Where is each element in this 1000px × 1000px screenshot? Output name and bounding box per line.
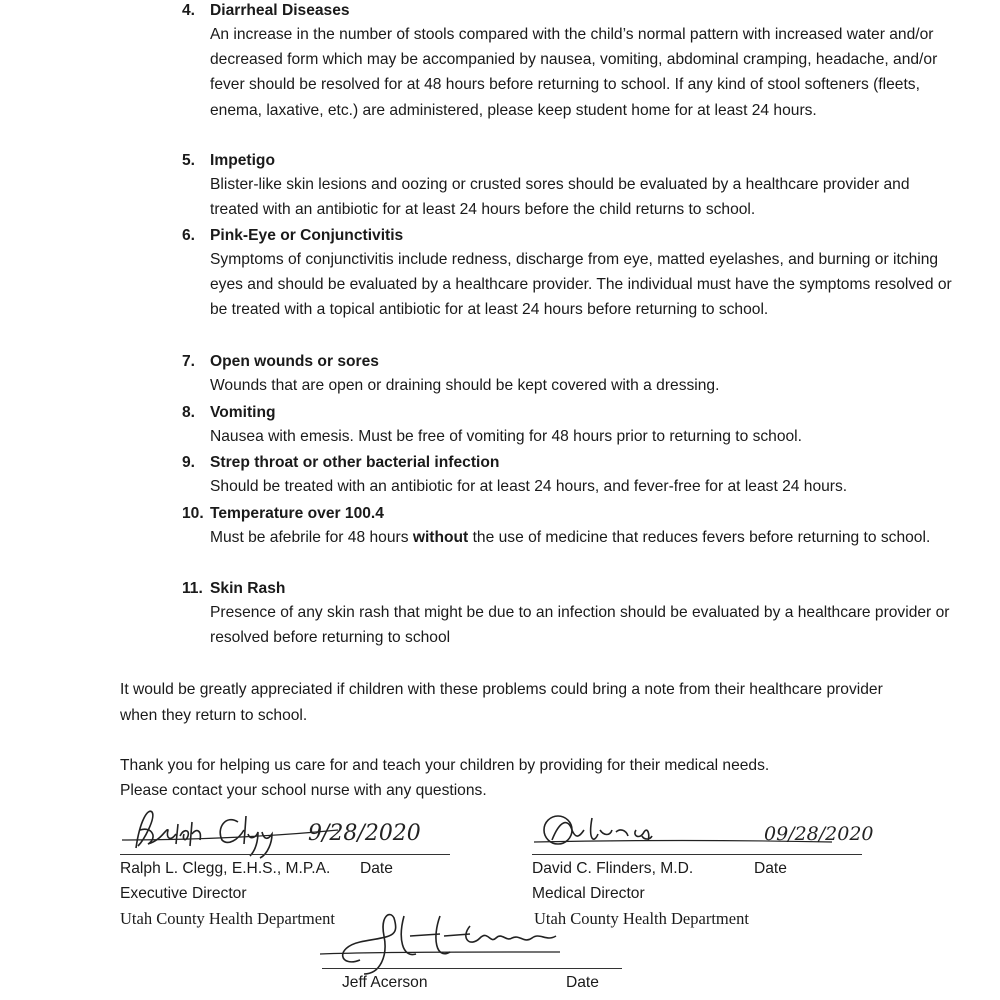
list-item-pink-eye bbox=[182, 225, 962, 323]
item-heading bbox=[182, 402, 962, 424]
item-description: Symptoms of conjunctivitis include redness, discharge from eye, matted eyelashes, and burning or itching eyes and should be evaluated by a healthcare provider. The individual must have the symptoms resolved or be treated with a topical antibiotic for at least 24 hours before returning to school. bbox=[210, 251, 952, 319]
item-heading bbox=[182, 225, 962, 247]
item-description: Wounds that are open or draining should be kept covered with a dressing. bbox=[210, 377, 720, 394]
item-title: Vomiting bbox=[210, 404, 276, 421]
item-description-end: the use of medicine that reduces fevers before returning to school. bbox=[468, 529, 931, 546]
item-description: Blister-like skin lesions and oozing or crusted sores should be evaluated by a healthcare provider and treated with an antibiotic for at least 24 hours before the child returns to school. bbox=[210, 176, 910, 219]
bottom-signature-line bbox=[322, 968, 622, 969]
item-title: Temperature over 100.4 bbox=[210, 505, 384, 522]
right-date-label: Date bbox=[754, 860, 787, 877]
item-description: Nausea with emesis. Must be free of vomiting for 48 hours prior to returning to school. bbox=[210, 428, 802, 445]
list-item-temperature bbox=[182, 503, 962, 550]
list-item-skin-rash bbox=[182, 578, 962, 650]
item-heading bbox=[182, 503, 962, 525]
right-signer-org: Utah County Health Department bbox=[534, 909, 749, 928]
right-signature-date-handwriting: 09/28/2020 bbox=[764, 823, 874, 845]
item-description: An increase in the number of stools compared with the child’s normal pattern with increased water and/or decreased form which may be accompanied by nausea, vomiting, abdominal cramping, headache, and/or fever should be resolved for at 48 hours before returning to school. If any kind of stool softeners (fleets, enema, laxative, etc.) are administered, please keep student home for at least 24 hours. bbox=[210, 26, 938, 119]
list-item-vomiting bbox=[182, 402, 962, 449]
left-signer-org: Utah County Health Department bbox=[120, 909, 335, 928]
right-signer-title: Medical Director bbox=[532, 885, 645, 902]
item-heading bbox=[182, 150, 962, 172]
item-number: 8. bbox=[182, 404, 196, 421]
left-signature-date-handwriting: 9/28/2020 bbox=[308, 821, 421, 846]
item-number: 11. bbox=[182, 580, 203, 597]
item-number: 4. bbox=[182, 2, 196, 19]
list-item-diarrheal-diseases bbox=[182, 0, 962, 123]
healthcare-note-paragraph: It would be greatly appreciated if children with these problems could bring a note from their healthcare provider when they return to school. bbox=[120, 681, 883, 724]
item-description-start: Must be afebrile for 48 hours bbox=[210, 529, 413, 546]
thanks-line: Thank you for helping us care for and teach your children by providing for their medical needs. bbox=[120, 757, 770, 774]
item-title: Skin Rash bbox=[210, 580, 286, 597]
item-heading bbox=[182, 0, 962, 22]
item-title: Diarrheal Diseases bbox=[210, 2, 350, 19]
item-description bbox=[210, 525, 962, 550]
item-number: 5. bbox=[182, 152, 196, 169]
right-signer-name: David C. Flinders, M.D. bbox=[532, 860, 694, 877]
list-item-strep-throat bbox=[182, 452, 962, 499]
left-signer-name: Ralph L. Clegg, E.H.S., M.P.A. bbox=[120, 860, 331, 877]
list-item-open-wounds bbox=[182, 351, 962, 398]
item-description: Should be treated with an antibiotic for at least 24 hours, and fever-free for at least 24 hours. bbox=[210, 478, 848, 495]
item-heading bbox=[182, 578, 962, 600]
ralph-clegg-signature-image bbox=[118, 800, 458, 860]
item-number: 9. bbox=[182, 454, 196, 471]
item-description-emphasis: without bbox=[412, 529, 469, 546]
item-number: 6. bbox=[182, 227, 196, 244]
right-signature-line bbox=[532, 854, 862, 855]
bottom-signer-name: Jeff Acerson bbox=[342, 974, 428, 991]
item-heading bbox=[182, 452, 962, 474]
item-description: Presence of any skin rash that might be due to an infection should be evaluated by a healthcare provider or resolved before returning to school bbox=[210, 604, 950, 647]
item-title: Strep throat or other bacterial infection bbox=[210, 454, 500, 471]
contact-line: Please contact your school nurse with any questions. bbox=[120, 782, 487, 799]
item-title: Open wounds or sores bbox=[210, 353, 379, 370]
david-flinders-signature-image bbox=[532, 800, 872, 860]
left-signature-name-row bbox=[120, 860, 330, 878]
left-date-label: Date bbox=[360, 860, 393, 877]
left-signer-title: Executive Director bbox=[120, 885, 247, 902]
left-signature-line bbox=[120, 854, 450, 855]
list-item-impetigo bbox=[182, 150, 962, 222]
item-title: Impetigo bbox=[210, 152, 275, 169]
item-number: 7. bbox=[182, 353, 196, 370]
bottom-date-label: Date bbox=[566, 974, 599, 991]
item-heading bbox=[182, 351, 962, 373]
item-number: 10. bbox=[182, 505, 204, 522]
item-title: Pink-Eye or Conjunctivitis bbox=[210, 227, 404, 244]
